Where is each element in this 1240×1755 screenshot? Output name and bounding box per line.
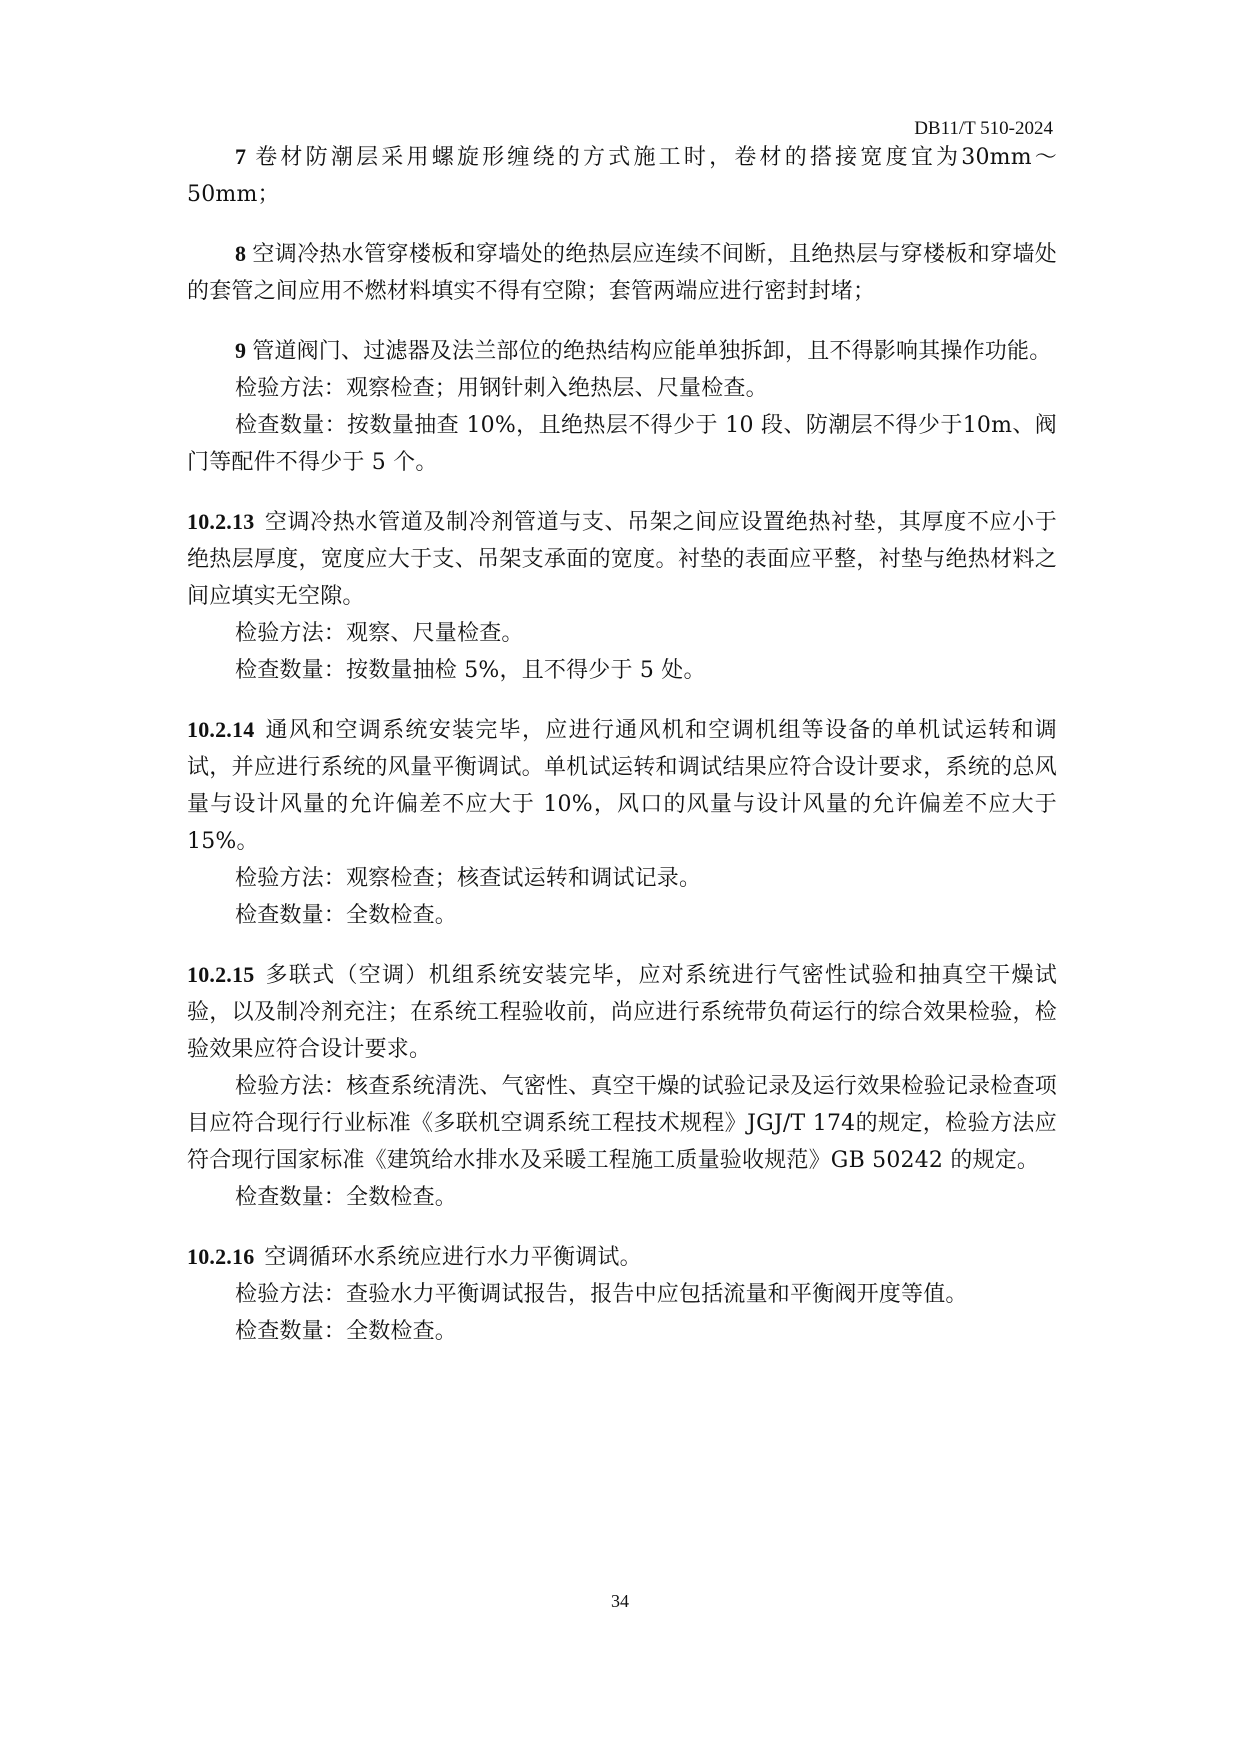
inspection-method: 检验方法：查验水力平衡调试报告，报告中应包括流量和平衡阀开度等值。 — [235, 1282, 968, 1307]
inspection-method: 检验方法：观察检查；用钢针刺入绝热层、尺量检查。 — [235, 376, 768, 401]
clause — [187, 1238, 1057, 1276]
item-number: 9 — [235, 338, 247, 363]
inspection-quantity: 检查数量：按数量抽检 5%，且不得少于 5 处。 — [235, 658, 706, 683]
document-body — [187, 138, 1057, 1350]
page-number: 34 — [611, 1591, 629, 1611]
item-number: 7 — [235, 144, 247, 169]
clause-number: 10.2.14 — [187, 717, 255, 742]
item-number: 8 — [235, 241, 247, 266]
clause-text: 空调循环水系统应进行水力平衡调试。 — [264, 1245, 642, 1270]
clause — [187, 503, 1057, 615]
clause — [187, 711, 1057, 860]
inspection-method: 检验方法：观察、尺量检查。 — [235, 621, 524, 646]
list-item — [187, 332, 1057, 370]
clause-text: 多联式（空调）机组系统安装完毕，应对系统进行气密性试验和抽真空干燥试验，以及制冷剂充注；在系统工程验收前，尚应进行系统带负荷运行的综合效果检验，检验效果应符合设计要求。 — [187, 963, 1057, 1062]
inspection-quantity: 检查数量：全数检查。 — [235, 1319, 458, 1344]
standard-code-header: DB11/T 510-2024 — [914, 118, 1053, 139]
list-item — [187, 138, 1057, 213]
clause-number: 10.2.16 — [187, 1244, 255, 1269]
inspection-quantity: 检查数量：全数检查。 — [235, 1185, 458, 1210]
clause-text: 空调冷热水管道及制冷剂管道与支、吊架之间应设置绝热衬垫，其厚度不应小于绝热层厚度，宽度应大于支、吊架支承面的宽度。衬垫的表面应平整，衬垫与绝热材料之间应填实无空隙。 — [187, 510, 1057, 609]
list-item — [187, 235, 1057, 310]
inspection-quantity: 检查数量：全数检查。 — [235, 903, 458, 928]
item-text: 管道阀门、过滤器及法兰部位的绝热结构应能单独拆卸，且不得影响其操作功能。 — [252, 339, 1052, 364]
inspection-quantity: 检查数量：按数量抽查 10%，且绝热层不得少于 10 段、防潮层不得少于10m、阀门等配件不得少于 5 个。 — [187, 413, 1057, 475]
clause-number: 10.2.13 — [187, 509, 255, 534]
clause-text: 通风和空调系统安装完毕，应进行通风机和空调机组等设备的单机试运转和调试，并应进行系统的风量平衡调试。单机试运转和调试结果应符合设计要求，系统的总风量与设计风量的允许偏差不应大于 10%，风口的风量与设计风量的允许偏差不应大于 15%。 — [187, 718, 1057, 854]
item-text: 卷材防潮层采用螺旋形缠绕的方式施工时，卷材的搭接宽度宜为30mm～50mm； — [187, 145, 1057, 207]
inspection-method: 检验方法：核查系统清洗、气密性、真空干燥的试验记录及运行效果检验记录检查项目应符合现行行业标准《多联机空调系统工程技术规程》JGJ/T 174的规定，检验方法应符合现行国家标准《建筑给水排水及采暖工程施工质量验收规范》GB 50242 的规定。 — [187, 1074, 1057, 1173]
clause — [187, 956, 1057, 1068]
clause-number: 10.2.15 — [187, 962, 255, 987]
inspection-method: 检验方法：观察检查；核查试运转和调试记录。 — [235, 866, 702, 891]
item-text: 空调冷热水管穿楼板和穿墙处的绝热层应连续不间断，且绝热层与穿楼板和穿墙处的套管之间应用不燃材料填实不得有空隙；套管两端应进行密封封堵； — [187, 242, 1057, 304]
